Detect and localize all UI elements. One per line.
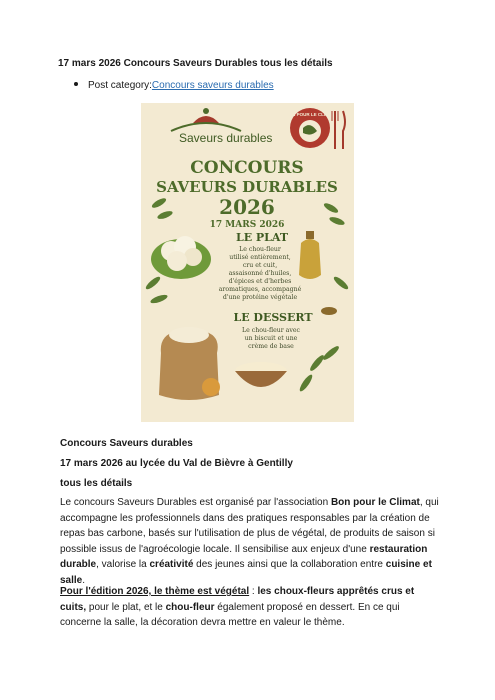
dessert-line: crème de base: [248, 343, 294, 350]
poster-year: 2026: [219, 195, 275, 219]
p1-text-4: des jeunes ainsi que la collaboration entre: [193, 559, 386, 570]
p1-bold-cuisine-salle: cuisine et salle: [60, 559, 432, 586]
oil-bottle-icon: [299, 231, 337, 315]
dessert-line: Le chou-fleur avec: [242, 327, 300, 334]
p1-text-2: , qui accompagne les professionnels dans des pratiques responsables par la création de repas bas carbone, basés sur l'utilisation de plus de végétal, de produits de saison si possible issus de l'agroécologie locale. Il sensibilise aux enjeux d'une: [60, 497, 439, 555]
category-link[interactable]: Concours saveurs durables: [151, 80, 274, 91]
p2-bold-choux-fleurs: les choux-fleurs apprêtés crus et cuits,: [60, 586, 415, 613]
plat-title: LE PLAT: [235, 231, 289, 244]
p1-text-1: Le concours Saveurs Durables est organisé par l'association: [60, 497, 331, 508]
p2-bold-chou-fleur: chou-fleur: [165, 601, 215, 613]
poster-date: 17 MARS 2026: [209, 220, 285, 230]
cream-bowl-icon: [235, 362, 287, 387]
plat-line: utilisé entièrement,: [229, 254, 291, 261]
p2-theme-underlined: Pour l'édition 2026, le thème est végétal: [60, 586, 250, 597]
p2-text-1: :: [249, 586, 258, 597]
article-date-place: 17 mars 2026 au lycée du Val de Bièvre à Gentilly: [60, 458, 293, 469]
p1-text-5: .: [82, 574, 86, 586]
dessert-title: LE DESSERT: [233, 311, 313, 324]
article-paragraph-2: [60, 584, 440, 631]
category-label: Post category:: [88, 80, 152, 91]
contest-poster: [141, 103, 354, 422]
poster-graphic: [141, 103, 354, 422]
poster-title-2: SAVEURS DURABLES: [156, 178, 338, 196]
cloche-logo-icon: [171, 108, 241, 131]
p1-bold-creativite: créativité: [149, 559, 194, 570]
plat-line: assaisonné d'huiles,: [228, 270, 292, 277]
poster-badge-text: BON POUR LE CLIMAT: [285, 112, 335, 117]
article-heading: Concours Saveurs durables: [60, 438, 193, 449]
post-title: 17 mars 2026 Concours Saveurs Durables tous les détails: [58, 58, 333, 69]
cauliflower-icon: [151, 236, 211, 279]
dessert-line: un biscuit et une: [244, 335, 298, 342]
poster-brand: Saveurs durables: [179, 131, 273, 145]
p1-bold-restauration: restauration durable: [60, 543, 428, 570]
post-category: [74, 80, 274, 91]
dessert-description: [242, 327, 301, 350]
plat-line: Le chou-fleur: [239, 246, 281, 253]
p1-bold-bon-pour-le-climat: Bon pour le Climat: [330, 497, 420, 508]
p2-text-3: également proposé en dessert. En ce qui concerne la salle, la décoration devra mettre en valeur le thème.: [60, 601, 400, 628]
p1-text-3: , valorise la: [96, 559, 150, 570]
plat-line: cru et cuit,: [242, 262, 278, 269]
p2-text-2: pour le plat, et le: [86, 601, 166, 613]
article-details-label: tous les détails: [60, 478, 133, 489]
plat-description: [219, 246, 302, 301]
plat-line: d'épices et d'herbes: [228, 278, 292, 285]
plat-line: aromatiques, accompagné: [218, 286, 302, 293]
article-paragraph-1: [60, 495, 440, 588]
bullet-icon: [74, 82, 78, 86]
plat-line: d'une protéine végétale: [222, 294, 298, 301]
flour-sack-icon: [159, 327, 220, 400]
poster-title-1: CONCOURS: [190, 158, 304, 178]
